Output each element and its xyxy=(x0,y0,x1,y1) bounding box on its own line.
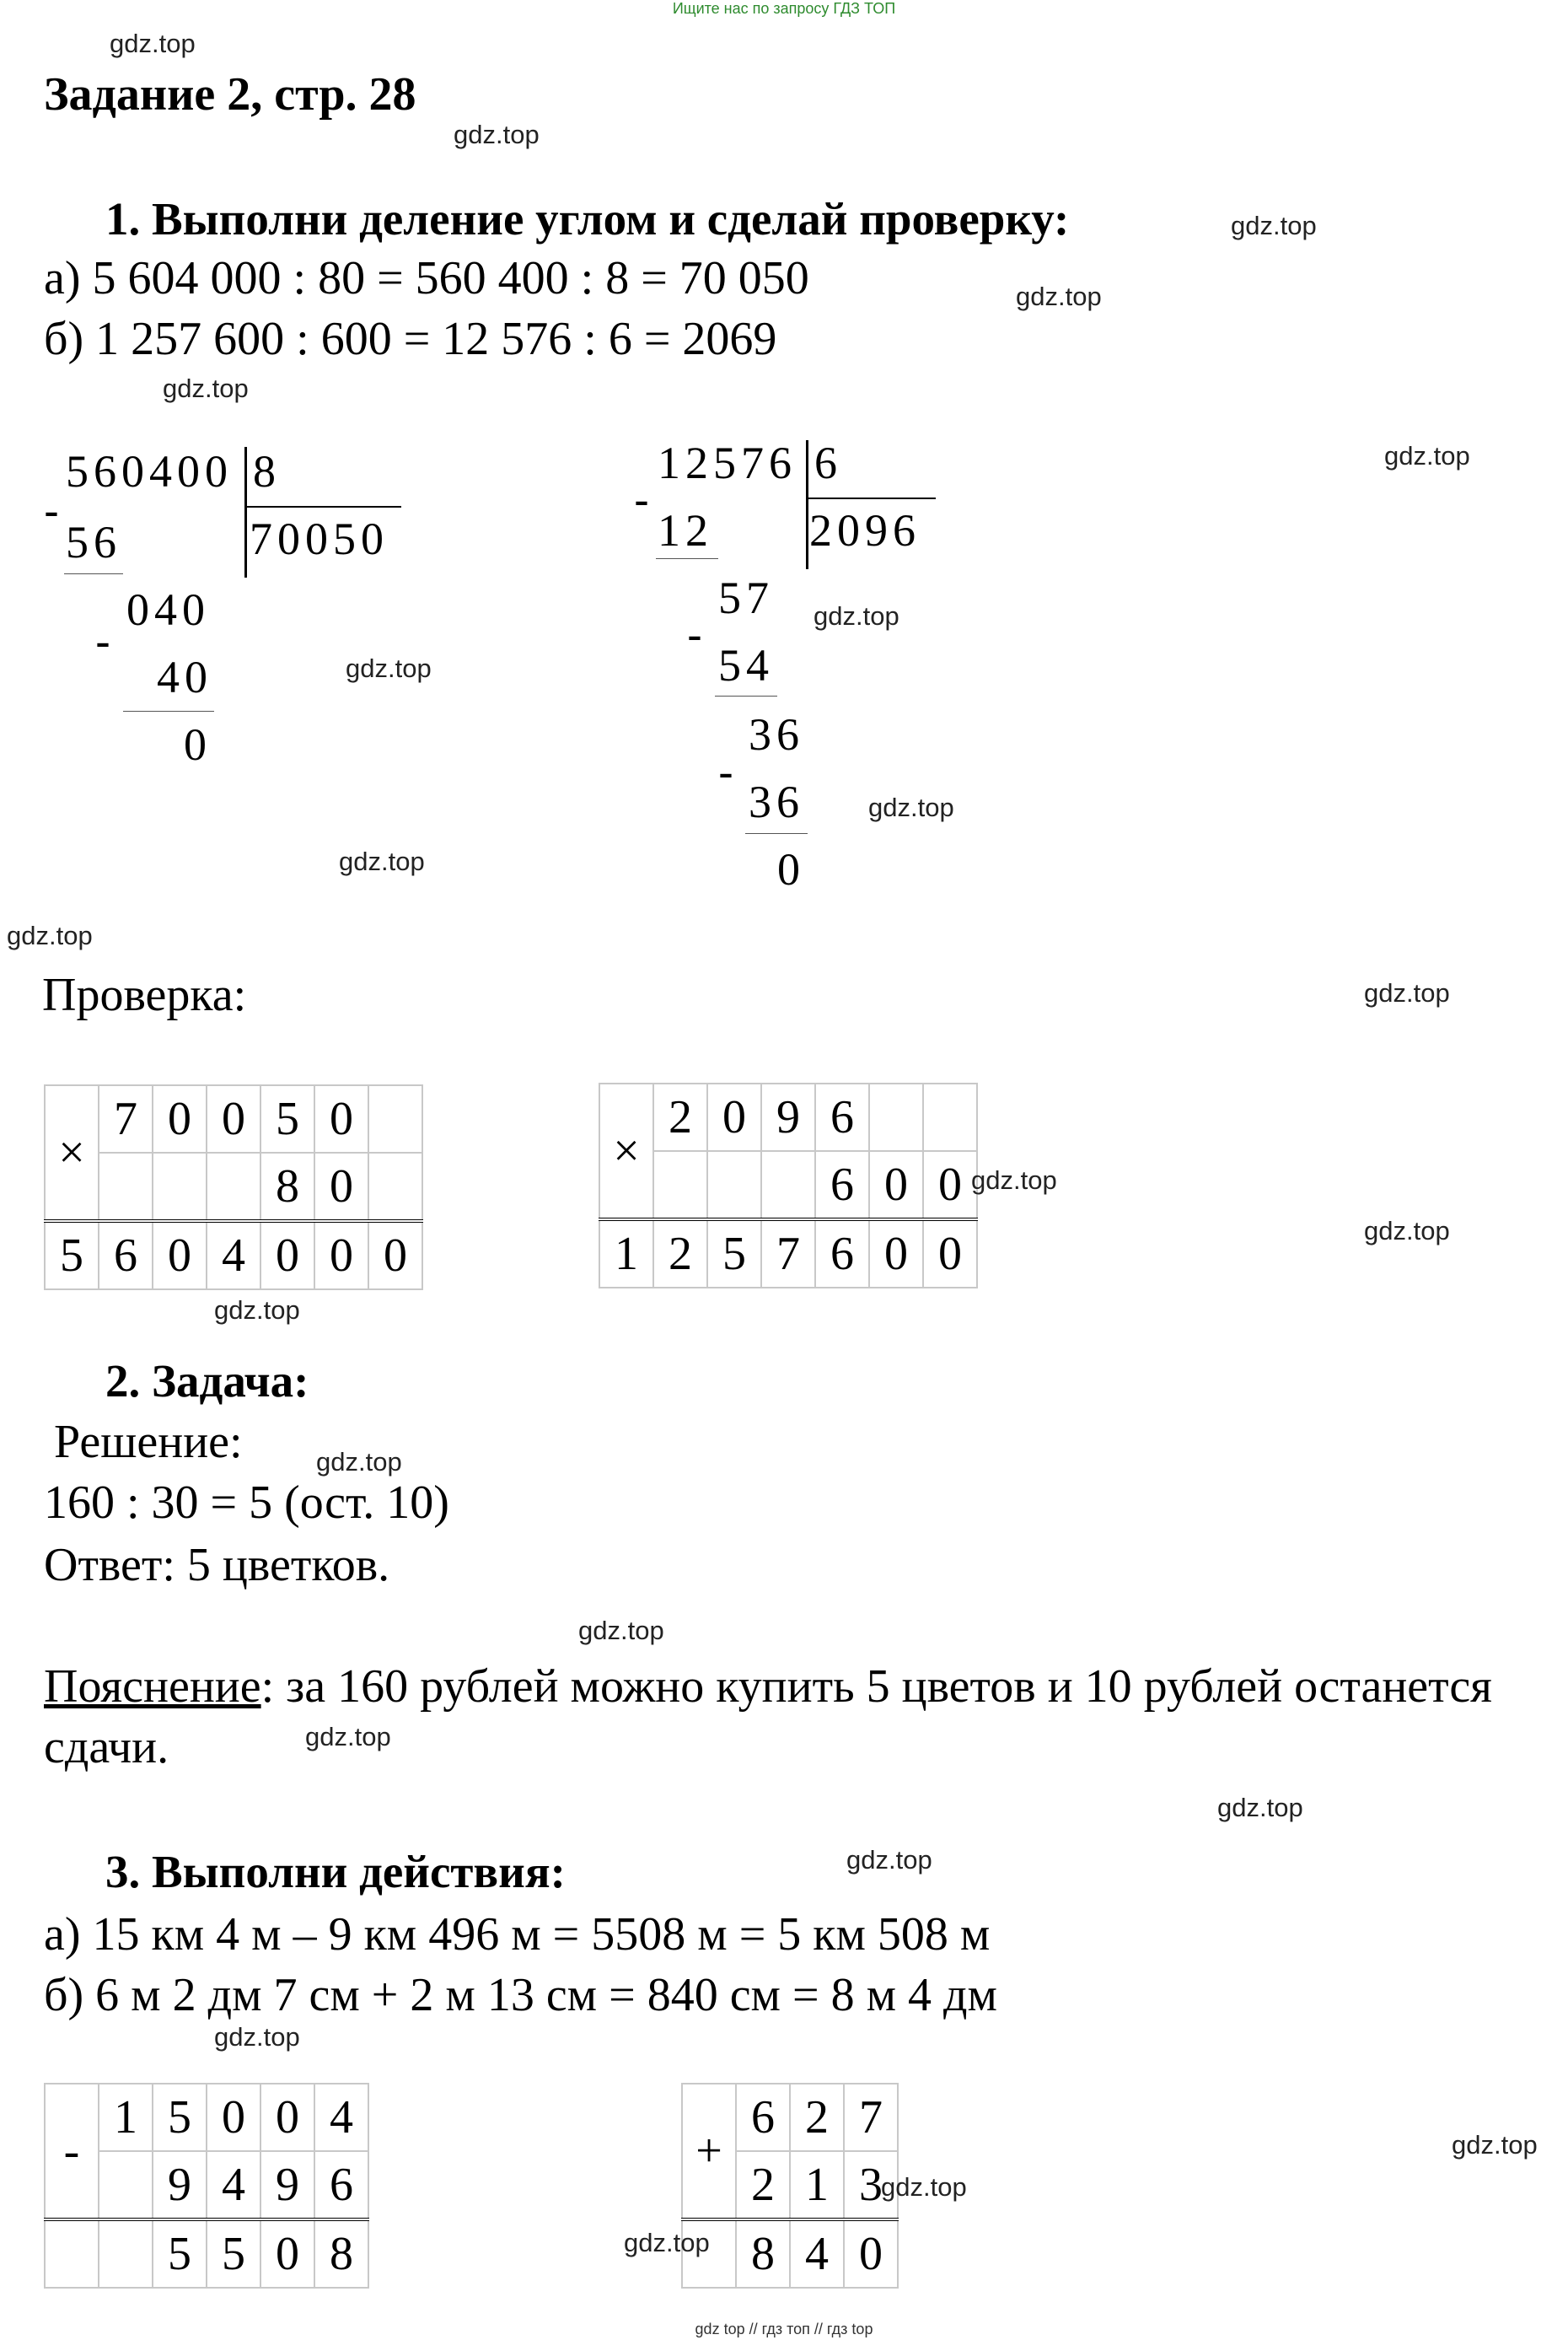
watermark: gdz.top xyxy=(1231,211,1317,240)
grid-cell: 0 xyxy=(207,1085,260,1153)
division-bracket-horizontal xyxy=(244,506,401,508)
explanation-line2: сдачи. xyxy=(44,1721,169,1773)
watermark: gdz.top xyxy=(214,2022,300,2052)
grid-cell: 8 xyxy=(736,2219,790,2288)
solution-line: 160 : 30 = 5 (ост. 10) xyxy=(44,1477,449,1529)
grid-cell: 0 xyxy=(153,1221,207,1289)
watermark: gdz.top xyxy=(881,2172,967,2202)
grid-cell: 6 xyxy=(99,1221,153,1289)
grid-cell: 2 xyxy=(790,2084,844,2151)
answer-line: Ответ: 5 цветков. xyxy=(44,1539,390,1591)
grid-cell: 4 xyxy=(790,2219,844,2288)
minus-sign: - xyxy=(44,486,59,536)
task3-line-a: а) 15 км 4 м – 9 км 496 м = 5508 м = 5 км 508 м xyxy=(44,1908,991,1961)
grid-cell: 2 xyxy=(653,1219,707,1288)
grid-cell: 0 xyxy=(260,1221,314,1289)
grid-cell xyxy=(45,2219,99,2288)
grid-cell: 9 xyxy=(260,2151,314,2219)
grid-cell: 0 xyxy=(844,2219,898,2288)
grid-cell: 0 xyxy=(368,1221,422,1289)
grid-cell: 5 xyxy=(207,2219,260,2288)
grid-cell: 6 xyxy=(736,2084,790,2151)
watermark: gdz.top xyxy=(7,921,93,950)
grid-cell: 5 xyxy=(153,2084,207,2151)
grid-cell: 9 xyxy=(153,2151,207,2219)
grid-cell xyxy=(368,1085,422,1153)
watermark: gdz.top xyxy=(578,1616,664,1645)
watermark: gdz.top xyxy=(316,1447,402,1477)
division-step: 54 xyxy=(718,640,774,691)
quotient: 70050 xyxy=(250,514,389,564)
bottom-banner: gdz top // гдз топ // гдз top xyxy=(695,2321,873,2337)
division-step: 36 xyxy=(749,777,804,827)
plus-sign: + xyxy=(682,2084,736,2219)
grid-cell xyxy=(153,1153,207,1221)
division-step: 0 xyxy=(777,844,805,895)
dividend: 12576 xyxy=(658,438,797,488)
top-banner[interactable]: Ищите нас по запросу ГДЗ ТОП xyxy=(672,0,896,17)
division-step: 57 xyxy=(718,573,774,623)
grid-cell: 1 xyxy=(790,2151,844,2219)
watermark: gdz.top xyxy=(971,1165,1057,1195)
grid-cell: 5 xyxy=(260,1085,314,1153)
grid-cell: 1 xyxy=(599,1219,653,1288)
grid-cell: 7 xyxy=(844,2084,898,2151)
grid-cell: 0 xyxy=(207,2084,260,2151)
grid-cell xyxy=(99,2151,153,2219)
grid-cell: 0 xyxy=(314,1221,368,1289)
grid-cell: 0 xyxy=(153,1085,207,1153)
grid-cell xyxy=(99,2219,153,2288)
step-rule xyxy=(745,833,808,834)
task2-heading: 2. Задача: xyxy=(105,1355,309,1407)
grid-cell xyxy=(761,1151,815,1219)
watermark: gdz.top xyxy=(868,793,954,822)
watermark: gdz.top xyxy=(346,654,432,683)
watermark: gdz.top xyxy=(1364,1216,1450,1245)
divisor: 6 xyxy=(814,438,842,488)
division-step: 040 xyxy=(126,584,210,635)
division-bracket-vertical xyxy=(244,447,247,578)
grid-cell: 0 xyxy=(923,1151,977,1219)
minus-sign: - xyxy=(95,616,110,667)
multiply-sign: × xyxy=(45,1085,99,1221)
quotient: 2096 xyxy=(809,505,921,556)
multiplication-grid-b xyxy=(599,1083,978,1288)
grid-cell: 0 xyxy=(314,1085,368,1153)
watermark: gdz.top xyxy=(454,120,540,149)
multiplication-grid-a xyxy=(44,1084,423,1290)
grid-cell: 0 xyxy=(260,2084,314,2151)
watermark: gdz.top xyxy=(214,1295,300,1325)
step-rule xyxy=(715,696,777,697)
grid-cell xyxy=(707,1151,761,1219)
grid-cell: 9 xyxy=(761,1084,815,1151)
minus-sign: - xyxy=(718,747,733,798)
grid-cell: 7 xyxy=(761,1219,815,1288)
task3-line-b: б) 6 м 2 дм 7 см + 2 м 13 см = 840 см = 8 м 4 дм xyxy=(44,1969,997,2021)
grid-cell: 5 xyxy=(707,1219,761,1288)
division-step: 36 xyxy=(749,709,804,760)
grid-cell: 5 xyxy=(45,1221,99,1289)
watermark: gdz.top xyxy=(1217,1793,1303,1822)
grid-cell: 6 xyxy=(815,1219,869,1288)
grid-cell: 4 xyxy=(207,2151,260,2219)
task1-line-b: б) 1 257 600 : 600 = 12 576 : 6 = 2069 xyxy=(44,313,777,365)
watermark: gdz.top xyxy=(1452,2130,1538,2160)
grid-cell: 0 xyxy=(869,1219,923,1288)
division-step: 56 xyxy=(66,517,121,568)
subtraction-grid xyxy=(44,2083,369,2289)
page-title: Задание 2, стр. 28 xyxy=(44,68,416,121)
explanation-text: : за 160 рублей можно купить 5 цветов и 10 рублей останется xyxy=(260,1660,1492,1713)
grid-cell: 6 xyxy=(314,2151,368,2219)
grid-cell: 0 xyxy=(314,1153,368,1221)
task1-line-a: а) 5 604 000 : 80 = 560 400 : 8 = 70 050 xyxy=(44,252,809,304)
solution-label: Решение: xyxy=(54,1416,243,1468)
grid-cell xyxy=(653,1151,707,1219)
division-bracket-vertical xyxy=(806,440,808,569)
divisor: 8 xyxy=(253,446,281,497)
grid-cell: 3 xyxy=(844,2151,898,2219)
step-rule xyxy=(656,558,718,559)
grid-cell: 0 xyxy=(869,1151,923,1219)
task3-heading: 3. Выполни действия: xyxy=(105,1846,566,1897)
step-rule xyxy=(123,711,214,712)
grid-cell: 0 xyxy=(707,1084,761,1151)
grid-cell: 1 xyxy=(99,2084,153,2151)
minus-sign: - xyxy=(634,475,649,525)
grid-cell: 6 xyxy=(815,1151,869,1219)
watermark: gdz.top xyxy=(339,847,425,876)
watermark: gdz.top xyxy=(624,2228,710,2257)
grid-cell: 6 xyxy=(815,1084,869,1151)
minus-sign: - xyxy=(687,610,702,660)
grid-cell: 4 xyxy=(207,1221,260,1289)
watermark: gdz.top xyxy=(305,1722,391,1751)
explanation-label: Пояснение xyxy=(44,1660,261,1713)
watermark: gdz.top xyxy=(814,601,899,631)
grid-cell xyxy=(99,1153,153,1221)
grid-cell: 2 xyxy=(736,2151,790,2219)
division-step: 40 xyxy=(157,652,212,702)
watermark: gdz.top xyxy=(163,374,249,403)
dividend: 560400 xyxy=(66,446,233,497)
step-rule xyxy=(64,573,123,574)
division-step: 0 xyxy=(184,719,212,770)
grid-cell: 0 xyxy=(260,2219,314,2288)
multiply-sign: × xyxy=(599,1084,653,1219)
division-step: 12 xyxy=(658,505,713,556)
watermark: gdz.top xyxy=(1016,282,1102,311)
explanation xyxy=(44,1660,1492,1713)
watermark: gdz.top xyxy=(1364,978,1450,1008)
division-bracket-horizontal xyxy=(806,498,936,499)
watermark: gdz.top xyxy=(846,1845,932,1875)
grid-cell: 7 xyxy=(99,1085,153,1153)
watermark: gdz.top xyxy=(1384,441,1470,471)
grid-cell: 2 xyxy=(653,1084,707,1151)
grid-cell xyxy=(923,1084,977,1151)
grid-cell xyxy=(368,1153,422,1221)
grid-cell xyxy=(207,1153,260,1221)
check-label: Проверка: xyxy=(42,969,247,1021)
grid-cell: 4 xyxy=(314,2084,368,2151)
grid-cell: 8 xyxy=(260,1153,314,1221)
grid-cell xyxy=(869,1084,923,1151)
grid-cell: 8 xyxy=(314,2219,368,2288)
addition-grid xyxy=(681,2083,899,2289)
minus-sign: - xyxy=(45,2084,99,2219)
task1-heading: 1. Выполни деление углом и сделай проверку: xyxy=(105,193,1070,245)
grid-cell: 5 xyxy=(153,2219,207,2288)
watermark: gdz.top xyxy=(110,29,196,58)
grid-cell: 0 xyxy=(923,1219,977,1288)
